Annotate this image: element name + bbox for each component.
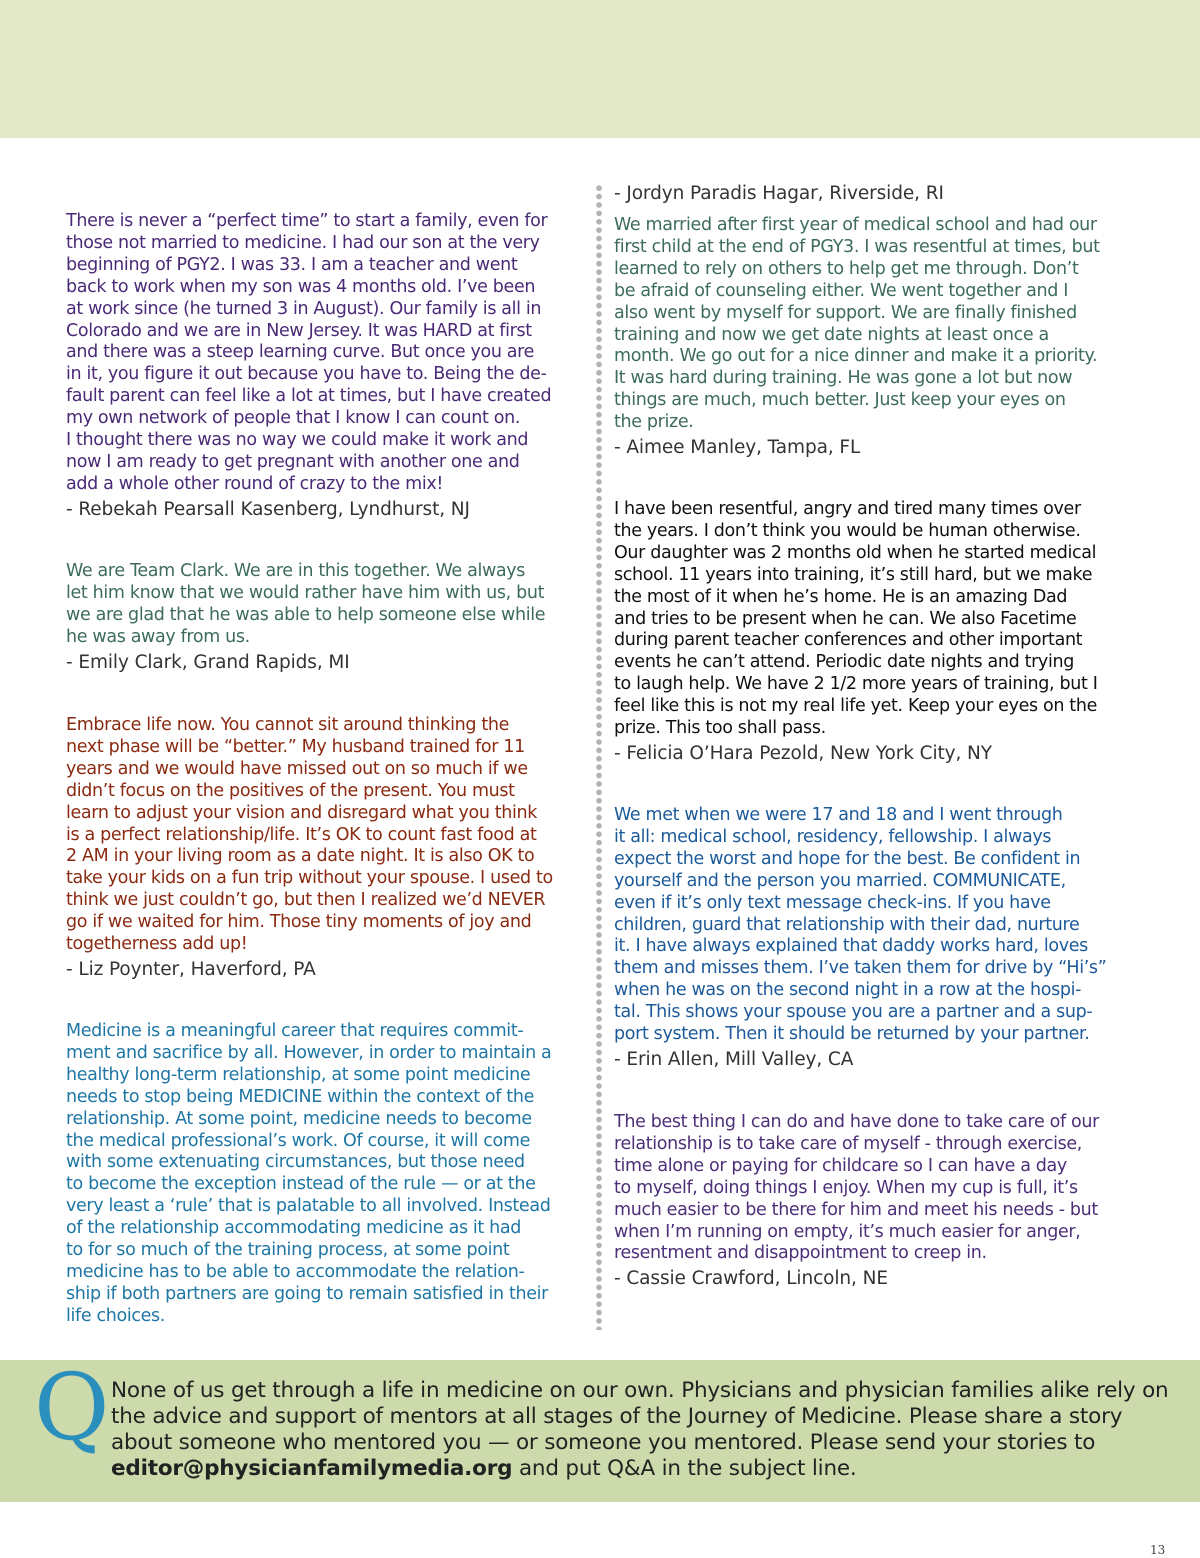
quote-line: events he can’t attend. Periodic date nights and trying [614,652,1074,673]
quote-attribution: - Rebekah Pearsall Kasenberg, Lyndhurst, NJ [66,498,470,520]
quote-line: think we just couldn’t go, but then I realized we’d NEVER [66,890,546,911]
entry-felicia [614,499,1144,765]
quote-line: relationship. At some point, medicine needs to become [66,1108,532,1129]
quote-line: 2 AM in your living room as a date night. It is also OK to [66,846,535,867]
quote-line: ship if both partners are going to remain satisfied in their [66,1283,549,1304]
quote-line: Embrace life now. You cannot sit around thinking the [66,715,509,735]
quote-text [66,561,590,649]
quote-line: things are much, much better. Just keep your eyes on [614,390,1066,411]
quote-line: in it, you figure it out because you have to. Being the de- [66,364,547,385]
quote-line: medicine has to be able to accommodate the relation- [66,1261,525,1282]
quote-line: it. I have always explained that daddy works hard, loves [614,936,1088,957]
quote-line: when I’m running on empty, it’s much easier for anger, [614,1221,1081,1242]
quote-line: relationship is to take care of myself - through exercise, [614,1133,1083,1154]
quote-line: I have been resentful, angry and tired many times over [614,499,1081,519]
quote-line: children, guard that relationship with their dad, nurture [614,914,1080,935]
quote-text [66,211,590,496]
quote-line: be afraid of counseling either. We went together and I [614,280,1069,301]
quote-line: life choices. [66,1305,166,1326]
entry-aimee [614,215,1144,459]
quote-line: next phase will be “better.” My husband trained for 11 [66,736,525,757]
quote-line: Colorado and we are in New Jersey. It was HARD at first [66,320,532,341]
entry-cassie [614,1112,1144,1290]
quote-line: We met when we were 17 and 18 and I went through [614,805,1063,825]
editor-email-link[interactable]: editor@physicianfamilymedia.org [111,1456,513,1481]
quote-line: much easier to be there for him and meet his needs - but [614,1199,1098,1220]
quote-line: I thought there was no way we could make it work and [66,430,529,451]
quote-line: needs to stop being MEDICINE within the context of the [66,1086,534,1107]
quote-line: with some extenuating circumstances, but those need [66,1152,525,1173]
quote-line: to laugh help. We have 2 1/2 more years of training, but I [614,674,1098,695]
quote-line: back to work when my son was 4 months old. I’ve been [66,276,536,297]
quote-text [614,215,1144,434]
quote-line: is a perfect relationship/life. It’s OK to count fast food at [66,824,537,845]
quote-line: prize. This too shall pass. [614,718,826,739]
quote-attribution: - Cassie Crawford, Lincoln, NE [614,1268,888,1290]
quote-line: didn’t focus on the positives of the present. You must [66,780,515,801]
quote-line: fault parent can feel like a lot at times, but I have created [66,386,552,407]
question-closing: and put Q&A in the subject line. [512,1456,857,1481]
quote-line: We are Team Clark. We are in this together. We always [66,561,526,581]
quote-line: we are glad that he was able to help someone else while [66,604,546,625]
quote-attribution: - Aimee Manley, Tampa, FL [614,437,861,459]
quote-line: Our daughter was 2 months old when he started medical [614,542,1097,563]
quote-line: expect the worst and hope for the best. Be confident in [614,848,1081,869]
quote-line: feel like this is not my real life yet. Keep your eyes on the [614,696,1097,717]
quote-line: he was away from us. [66,626,250,647]
question-body: None of us get through a life in medicine on our own. Physicians and physician families alike rely on the advice and support of mentors at all stages of the Journey of Medicine. Please share a story about someone who mentored you — or someone you mentored. Please send your stories to [111,1378,1169,1455]
quote-line: the medical professional’s work. Of course, it will come [66,1130,531,1151]
column-divider [596,184,602,1330]
quote-text [614,499,1144,740]
quote-line: There is never a “perfect time” to start a family, even for [66,211,548,231]
quote-attribution-jordyn: - Jordyn Paradis Hagar, Riverside, RI [614,183,944,204]
quote-line: even if it’s only text message check-ins. If you have [614,892,1051,913]
quote-line: at work since (he turned 3 in August). Our family is all in [66,298,542,319]
question-text [111,1378,1171,1482]
quote-line: very least a ‘rule’ that is palatable to all involved. Instead [66,1196,551,1217]
quote-line: learned to rely on others to help get me through. Don’t [614,258,1079,279]
quote-line: ment and sacrifice by all. However, in order to maintain a [66,1042,552,1063]
quote-text [614,1112,1144,1265]
quote-line: when he was on the second night in a row at the hospi- [614,980,1082,1001]
quote-line: month. We go out for a nice dinner and make it a priority. [614,346,1098,367]
quote-line: first child at the end of PGY3. I was resentful at times, but [614,236,1100,257]
quote-line: togetherness add up! [66,934,248,955]
quote-line: them and misses them. I’ve taken them for drive by “Hi’s” [614,958,1107,979]
quote-line: Medicine is a meaningful career that requires commit- [66,1021,524,1041]
quote-line: now I am ready to get pregnant with another one and [66,451,520,472]
quote-line: and tries to be present when he can. We also Facetime [614,608,1077,629]
header-band [0,0,1200,138]
quote-line: those not married to medicine. I had our son at the very [66,232,540,253]
quote-line: beginning of PGY2. I was 33. I am a teacher and went [66,254,518,275]
quote-line: the most of it when he’s home. He is an amazing Dad [614,586,1068,607]
quote-text [614,805,1144,1046]
quote-attribution: - Felicia O’Hara Pezold, New York City, NY [614,742,992,764]
quote-line: port system. Then it should be returned by your partner. [614,1024,1090,1045]
quote-line: learn to adjust your vision and disregard what you think [66,802,538,823]
quote-line: to for so much of the training process, at some point [66,1240,510,1261]
quote-line: yourself and the person you married. COMMUNICATE, [614,870,1066,891]
quote-line: time alone or paying for childcare so I can have a day [614,1155,1067,1176]
quote-text [66,1021,590,1328]
quote-line: We married after first year of medical school and had our [614,215,1097,235]
entry-medicine [66,1021,590,1328]
quote-line: healthy long-term relationship, at some point medicine [66,1064,531,1085]
quote-line: It was hard during training. He was gone a lot but now [614,368,1073,389]
q-drop-cap: Q [34,1354,110,1461]
quote-line: during parent teacher conferences and other important [614,630,1083,651]
quote-line: take your kids on a fun trip without your spouse. I used to [66,868,553,889]
quote-text [66,715,590,956]
quote-line: training and now we get date nights at least once a [614,324,1049,345]
quote-line: and there was a steep learning curve. But once you are [66,342,535,363]
entry-emily [66,561,590,674]
quote-line: years and we would have missed out on so much if we [66,758,528,779]
page-number: 13 [1150,1543,1166,1557]
quote-line: the years. I don’t think you would be human otherwise. [614,520,1081,541]
entry-erin [614,805,1144,1071]
quote-line: the prize. [614,412,694,433]
quote-line: The best thing I can do and have done to take care of our [614,1112,1099,1132]
quote-line: add a whole other round of crazy to the mix! [66,473,444,494]
quote-line: also went by myself for support. We are finally finished [614,302,1077,323]
quote-line: my own network of people that I know I can count on. [66,408,521,429]
entry-rebekah [66,211,590,521]
quote-line: resentment and disappointment to creep in. [614,1243,987,1264]
quote-attribution: - Emily Clark, Grand Rapids, MI [66,651,350,673]
quote-line: of the relationship accommodating medicine as it had [66,1218,522,1239]
quote-line: tal. This shows your spouse you are a partner and a sup- [614,1002,1093,1023]
quote-attribution: - Liz Poynter, Haverford, PA [66,958,316,980]
quote-line: to myself, doing things I enjoy. When my cup is full, it’s [614,1177,1078,1198]
quote-line: it all: medical school, residency, fellowship. I always [614,826,1052,847]
entry-liz [66,715,590,981]
quote-attribution: - Erin Allen, Mill Valley, CA [614,1048,854,1070]
quote-line: to become the exception instead of the rule — or at the [66,1174,536,1195]
quote-line: go if we waited for him. Those tiny moments of joy and [66,912,532,933]
quote-line: let him know that we would rather have him with us, but [66,582,545,603]
quote-line: school. 11 years into training, it’s still hard, but we make [614,564,1093,585]
